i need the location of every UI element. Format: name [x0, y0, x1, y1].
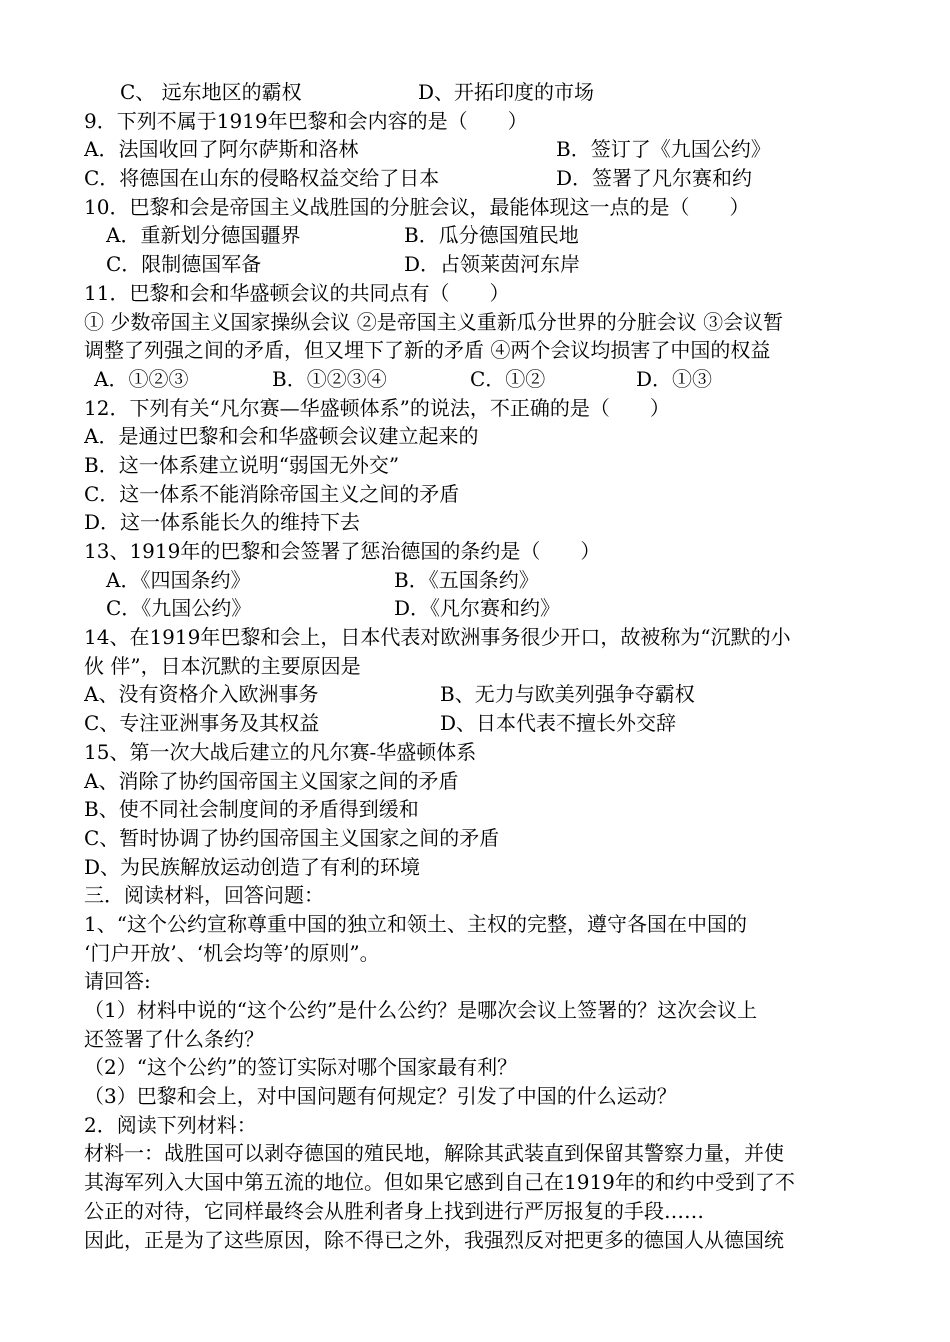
q10-options-cd	[84, 250, 890, 279]
q9-options-ab	[84, 135, 890, 164]
q10-option-b: B．瓜分德国殖民地	[404, 223, 579, 248]
answer-prompt: 请回答:	[84, 969, 151, 994]
material1-line2: ‘门户开放’、‘机会均等’的原则”。	[84, 940, 380, 965]
q11-statements-line2: 调整了列强之间的矛盾，但又埋下了新的矛盾 ④两个会议均损害了中国的权益	[84, 338, 771, 363]
q14-option-a: A、没有资格介入欧洲事务	[84, 682, 319, 707]
q14-options-ab	[84, 680, 890, 709]
q10-stem: 10．巴黎和会是帝国主义战胜国的分脏会议，最能体现这一点的是（ ）	[84, 194, 750, 219]
q11-options	[84, 365, 890, 394]
q14-stem-line1: 14、在1919年巴黎和会上，日本代表对欧洲事务很少开口，故被称为“沉默的小	[84, 625, 791, 650]
q13-option-a: A．《四国条约》	[106, 567, 251, 592]
q12-option-a: A．是通过巴黎和会和华盛顿会议建立起来的	[84, 424, 479, 449]
q13-options-ab	[84, 566, 890, 595]
q14-options-cd	[84, 709, 890, 738]
q15-option-c: C、暂时协调了协约国帝国主义国家之间的矛盾	[84, 825, 500, 850]
q10-option-c: C．限制德国军备	[106, 252, 262, 277]
q13-option-c: C．《九国公约》	[106, 596, 252, 621]
q9-options-cd	[84, 164, 890, 193]
material1-line1: 1、“这个公约宣称尊重中国的独立和领土、主权的完整，遵守各国在中国的	[84, 911, 747, 936]
q14-option-d: D、日本代表不擅长外交辞	[440, 711, 677, 736]
q14-option-b: B、无力与欧美列强争夺霸权	[440, 682, 695, 707]
q9-option-c: C．将德国在山东的侵略权益交给了日本	[84, 166, 440, 191]
q8-options-cd	[84, 78, 890, 107]
q11-stem: 11．巴黎和会和华盛顿会议的共同点有（ ）	[84, 280, 510, 305]
q8-option-c: C、 远东地区的霸权	[120, 80, 302, 104]
q13-options-cd	[84, 594, 890, 623]
q12-option-c: C．这一体系不能消除帝国主义之间的矛盾	[84, 481, 460, 506]
q9-option-d: D．签署了凡尔赛和约	[556, 166, 753, 191]
q14-stem-line2: 伙 伴”，日本沉默的主要原因是	[84, 653, 361, 678]
q11-option-d: D．①③	[636, 366, 713, 391]
q15-option-a: A、消除了协约国帝国主义国家之间的矛盾	[84, 768, 459, 793]
q11-option-a: A．①②③	[94, 366, 189, 391]
q15-option-b: B、使不同社会制度间的矛盾得到缓和	[84, 797, 419, 822]
material2-line1: 材料一：战胜国可以剥夺德国的殖民地，解除其武装直到保留其警察力量，并使	[84, 1141, 784, 1166]
q11-option-b: B．①②③④	[272, 366, 387, 391]
q15-option-d: D、为民族解放运动创造了有利的环境	[84, 854, 421, 879]
q13-option-b: B．《五国条约》	[394, 567, 539, 592]
q10-option-a: A．重新划分德国疆界	[106, 223, 301, 248]
q10-options-ab	[84, 221, 890, 250]
q12-option-b: B．这一体系建立说明“弱国无外交”	[84, 452, 400, 477]
q14-option-c: C、专注亚洲事务及其权益	[84, 711, 320, 736]
q15-stem: 15、第一次大战后建立的凡尔赛-华盛顿体系	[84, 739, 477, 764]
sub-question-1-line1: （1）材料中说的“这个公约”是什么公约？是哪次会议上签署的？这次会议上	[84, 998, 758, 1022]
q13-option-d: D．《凡尔赛和约》	[394, 596, 561, 621]
q9-stem: 9．下列不属于1919年巴黎和会内容的是（ ）	[84, 108, 528, 133]
material2-title: 2．阅读下列材料：	[84, 1112, 257, 1137]
material2-line2: 其海军列入大国中第五流的地位。但如果它感到自己在1919年的和约中受到了不	[84, 1170, 795, 1195]
material2-line4: 因此，正是为了这些原因，除不得已之外，我强烈反对把更多的德国人从德国统	[84, 1227, 784, 1252]
q12-option-d: D．这一体系能长久的维持下去	[84, 510, 361, 535]
material2-line3: 公正的对待，它同样最终会从胜利者身上找到进行严厉报复的手段……	[84, 1198, 704, 1223]
q11-option-c: C．①②	[470, 366, 546, 391]
q8-option-d: D、开拓印度的市场	[418, 80, 595, 104]
sub-question-1-line2: 还签署了什么条约？	[84, 1026, 264, 1051]
q11-statements-line1: ① 少数帝国主义国家操纵会议 ②是帝国主义重新瓜分世界的分脏会议 ③会议暂	[84, 309, 784, 334]
q10-option-d: D．占领莱茵河东岸	[404, 252, 581, 277]
q12-stem: 12．下列有关“凡尔赛—华盛顿体系”的说法，不正确的是（ ）	[84, 395, 670, 420]
sub-question-2: （2）“这个公约”的签订实际对哪个国家最有利？	[84, 1055, 518, 1080]
section3-title: 三．阅读材料，回答问题：	[84, 883, 324, 908]
q9-option-a: A．法国收回了阿尔萨斯和洛林	[84, 137, 359, 162]
q13-stem: 13、1919年的巴黎和会签署了惩治德国的条约是（ ）	[84, 539, 601, 563]
sub-question-3: （3）巴黎和会上，对中国问题有何规定？引发了中国的什么运动？	[84, 1084, 677, 1109]
q9-option-b: B．签订了《九国公约》	[556, 137, 771, 162]
